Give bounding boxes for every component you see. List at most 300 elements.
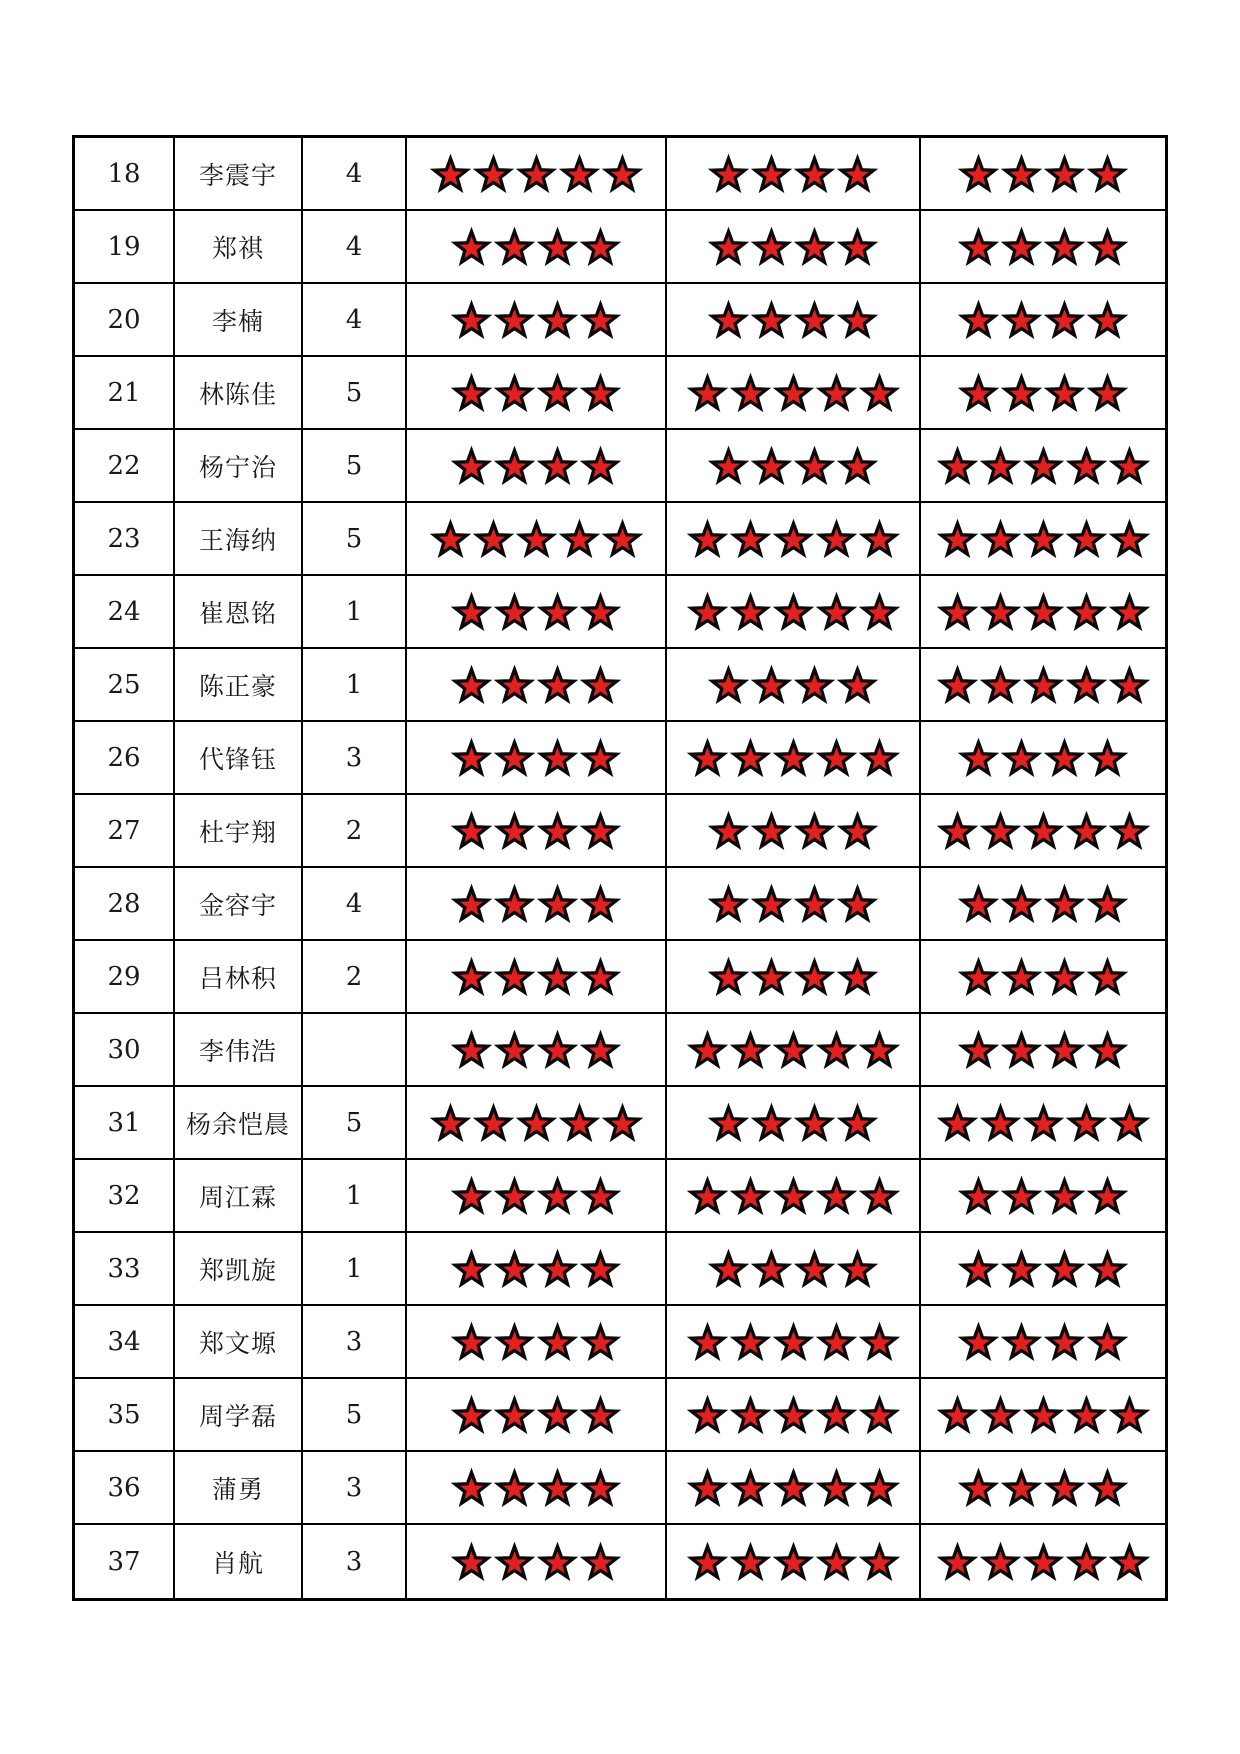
star-icon: [1003, 740, 1040, 776]
student-name-cell: 吕林积: [175, 941, 303, 1012]
star-icon: [732, 1032, 769, 1068]
star-icon: [710, 229, 747, 265]
star-icon: [710, 1251, 747, 1287]
student-name-cell: 代锋钰: [175, 722, 303, 793]
star-icon: [775, 1032, 812, 1068]
star-icon: [453, 229, 490, 265]
star-icon: [496, 448, 533, 484]
star-rating-cell-3: [921, 868, 1165, 939]
star-icon: [732, 1544, 769, 1580]
star-rating-cell-3: [921, 576, 1165, 647]
star-icon: [453, 1324, 490, 1360]
star-icon: [982, 594, 1019, 630]
star-icon: [1089, 886, 1126, 922]
star-icon: [839, 959, 876, 995]
star-icon: [453, 886, 490, 922]
star-icon: [496, 886, 533, 922]
row-number-cell: 33: [75, 1233, 175, 1304]
star-rating-cell-2: [667, 795, 921, 866]
star-icon: [496, 667, 533, 703]
student-name-cell: 郑文塬: [175, 1306, 303, 1377]
star-rating-cell-2: [667, 211, 921, 282]
star-icon: [1003, 1470, 1040, 1506]
student-name-cell: 杨余恺晨: [175, 1087, 303, 1158]
star-icon: [732, 740, 769, 776]
table-row: [75, 649, 1165, 722]
star-icon: [960, 229, 997, 265]
star-icon: [796, 448, 833, 484]
row-number-cell: 21: [75, 357, 175, 428]
star-icon: [582, 667, 619, 703]
value-cell: 4: [303, 211, 407, 282]
table-row: [75, 1233, 1165, 1306]
table-row: [75, 1379, 1165, 1452]
star-rating-cell-1: [407, 357, 667, 428]
star-icon: [539, 1470, 576, 1506]
star-rating-cell-2: [667, 1452, 921, 1523]
star-icon: [710, 448, 747, 484]
table-row: [75, 357, 1165, 430]
star-icon: [939, 1397, 976, 1433]
star-icon: [689, 740, 726, 776]
star-icon: [732, 1470, 769, 1506]
star-icon: [496, 1032, 533, 1068]
star-icon: [861, 594, 898, 630]
value-cell: 3: [303, 722, 407, 793]
star-icon: [582, 813, 619, 849]
value-cell: 3: [303, 1525, 407, 1598]
star-rating-cell-3: [921, 1525, 1165, 1598]
star-icon: [496, 1324, 533, 1360]
star-icon: [453, 740, 490, 776]
star-rating-cell-3: [921, 722, 1165, 793]
star-icon: [1025, 813, 1062, 849]
star-icon: [1046, 1032, 1083, 1068]
star-icon: [582, 1032, 619, 1068]
row-number-cell: 37: [75, 1525, 175, 1598]
table-row: [75, 211, 1165, 284]
star-icon: [939, 813, 976, 849]
star-icon: [582, 740, 619, 776]
star-icon: [1046, 1251, 1083, 1287]
star-icon: [775, 1397, 812, 1433]
star-rating-cell-1: [407, 722, 667, 793]
star-icon: [496, 740, 533, 776]
star-icon: [1111, 1544, 1148, 1580]
table-row: [75, 576, 1165, 649]
star-icon: [432, 1105, 469, 1141]
star-icon: [839, 886, 876, 922]
star-rating-cell-3: [921, 430, 1165, 501]
student-name-cell: 杨宁治: [175, 430, 303, 501]
star-icon: [475, 1105, 512, 1141]
star-rating-cell-3: [921, 357, 1165, 428]
star-icon: [1068, 813, 1105, 849]
star-icon: [960, 959, 997, 995]
star-icon: [1003, 886, 1040, 922]
star-icon: [453, 1544, 490, 1580]
row-number-cell: 32: [75, 1160, 175, 1231]
table-row: [75, 795, 1165, 868]
star-icon: [453, 448, 490, 484]
student-name-cell: 蒲勇: [175, 1452, 303, 1523]
star-icon: [582, 375, 619, 411]
star-icon: [496, 375, 533, 411]
student-name-cell: 郑祺: [175, 211, 303, 282]
star-icon: [539, 1324, 576, 1360]
star-icon: [1111, 667, 1148, 703]
row-number-cell: 25: [75, 649, 175, 720]
table-row: [75, 138, 1165, 211]
star-icon: [539, 375, 576, 411]
star-rating-cell-2: [667, 357, 921, 428]
star-icon: [475, 521, 512, 557]
star-rating-cell-1: [407, 1014, 667, 1085]
star-rating-cell-2: [667, 1525, 921, 1598]
star-rating-cell-1: [407, 430, 667, 501]
star-icon: [582, 229, 619, 265]
star-icon: [582, 1544, 619, 1580]
star-rating-cell-3: [921, 503, 1165, 574]
star-rating-cell-1: [407, 138, 667, 209]
student-name-cell: 林陈佳: [175, 357, 303, 428]
star-icon: [775, 740, 812, 776]
row-number-cell: 20: [75, 284, 175, 355]
star-icon: [775, 594, 812, 630]
star-icon: [1025, 594, 1062, 630]
star-icon: [1025, 1544, 1062, 1580]
value-cell: 1: [303, 576, 407, 647]
star-rating-cell-3: [921, 1014, 1165, 1085]
table-row: [75, 1087, 1165, 1160]
star-icon: [453, 1470, 490, 1506]
value-cell: 5: [303, 503, 407, 574]
star-icon: [861, 1397, 898, 1433]
star-icon: [1003, 1324, 1040, 1360]
star-icon: [796, 229, 833, 265]
star-icon: [1089, 229, 1126, 265]
star-icon: [861, 375, 898, 411]
star-icon: [539, 1032, 576, 1068]
student-name-cell: 李楠: [175, 284, 303, 355]
star-icon: [1046, 156, 1083, 192]
star-icon: [539, 1178, 576, 1214]
star-icon: [582, 302, 619, 338]
star-rating-cell-2: [667, 284, 921, 355]
star-icon: [496, 959, 533, 995]
star-icon: [1068, 1105, 1105, 1141]
star-icon: [753, 813, 790, 849]
star-icon: [496, 302, 533, 338]
student-name-cell: 陈正豪: [175, 649, 303, 720]
value-cell: 2: [303, 795, 407, 866]
star-icon: [582, 1470, 619, 1506]
star-icon: [496, 813, 533, 849]
star-icon: [1068, 448, 1105, 484]
star-rating-cell-3: [921, 1233, 1165, 1304]
star-icon: [753, 1251, 790, 1287]
star-icon: [839, 448, 876, 484]
student-name-cell: 金容宇: [175, 868, 303, 939]
row-number-cell: 31: [75, 1087, 175, 1158]
star-icon: [539, 667, 576, 703]
star-icon: [839, 302, 876, 338]
star-rating-cell-1: [407, 868, 667, 939]
star-icon: [1068, 667, 1105, 703]
star-icon: [818, 1544, 855, 1580]
star-rating-cell-2: [667, 1160, 921, 1231]
star-icon: [939, 1544, 976, 1580]
star-icon: [732, 594, 769, 630]
star-rating-cell-2: [667, 722, 921, 793]
value-cell: 4: [303, 284, 407, 355]
star-icon: [453, 302, 490, 338]
value-cell: 1: [303, 649, 407, 720]
star-icon: [861, 740, 898, 776]
star-icon: [753, 959, 790, 995]
student-name-cell: 郑凯旋: [175, 1233, 303, 1304]
star-icon: [753, 1105, 790, 1141]
value-cell: 1: [303, 1160, 407, 1231]
star-icon: [1046, 1178, 1083, 1214]
star-icon: [796, 302, 833, 338]
star-icon: [539, 1397, 576, 1433]
star-rating-cell-3: [921, 1452, 1165, 1523]
star-icon: [775, 1470, 812, 1506]
star-icon: [1111, 813, 1148, 849]
star-icon: [710, 813, 747, 849]
star-icon: [960, 302, 997, 338]
star-icon: [1068, 521, 1105, 557]
star-icon: [753, 667, 790, 703]
star-rating-cell-2: [667, 503, 921, 574]
star-icon: [453, 813, 490, 849]
star-icon: [710, 302, 747, 338]
star-icon: [753, 156, 790, 192]
star-icon: [960, 375, 997, 411]
star-icon: [753, 886, 790, 922]
star-icon: [710, 886, 747, 922]
star-icon: [939, 448, 976, 484]
star-icon: [939, 1105, 976, 1141]
table-row: [75, 941, 1165, 1014]
star-rating-cell-1: [407, 1525, 667, 1598]
star-icon: [689, 521, 726, 557]
star-icon: [1003, 229, 1040, 265]
star-rating-cell-1: [407, 1452, 667, 1523]
star-icon: [818, 594, 855, 630]
star-icon: [839, 667, 876, 703]
star-icon: [582, 959, 619, 995]
star-rating-cell-3: [921, 1087, 1165, 1158]
value-cell: [303, 1014, 407, 1085]
star-rating-cell-2: [667, 941, 921, 1012]
star-icon: [582, 1324, 619, 1360]
value-cell: 5: [303, 1379, 407, 1450]
star-icon: [753, 448, 790, 484]
student-name-cell: 周江霖: [175, 1160, 303, 1231]
star-icon: [1089, 1470, 1126, 1506]
star-icon: [539, 302, 576, 338]
star-rating-cell-2: [667, 1306, 921, 1377]
star-rating-cell-3: [921, 211, 1165, 282]
star-icon: [1068, 1544, 1105, 1580]
star-icon: [432, 156, 469, 192]
star-icon: [496, 594, 533, 630]
row-number-cell: 36: [75, 1452, 175, 1523]
star-icon: [1046, 886, 1083, 922]
table-row: [75, 1160, 1165, 1233]
star-icon: [496, 1251, 533, 1287]
star-icon: [453, 1032, 490, 1068]
star-icon: [1046, 302, 1083, 338]
row-number-cell: 27: [75, 795, 175, 866]
star-icon: [539, 1544, 576, 1580]
star-icon: [604, 156, 641, 192]
star-icon: [818, 1324, 855, 1360]
star-icon: [1089, 1251, 1126, 1287]
star-icon: [732, 1178, 769, 1214]
star-icon: [732, 1397, 769, 1433]
star-icon: [796, 667, 833, 703]
star-icon: [861, 1178, 898, 1214]
star-icon: [1046, 375, 1083, 411]
star-icon: [539, 1251, 576, 1287]
value-cell: 5: [303, 430, 407, 501]
star-icon: [861, 1544, 898, 1580]
star-icon: [1046, 1470, 1083, 1506]
star-icon: [796, 156, 833, 192]
star-icon: [539, 886, 576, 922]
star-icon: [818, 740, 855, 776]
star-rating-cell-1: [407, 503, 667, 574]
table-row: [75, 1306, 1165, 1379]
star-icon: [839, 156, 876, 192]
star-icon: [496, 1470, 533, 1506]
star-rating-cell-1: [407, 1160, 667, 1231]
star-icon: [839, 1251, 876, 1287]
star-icon: [582, 1178, 619, 1214]
row-number-cell: 34: [75, 1306, 175, 1377]
star-icon: [818, 375, 855, 411]
star-icon: [775, 1178, 812, 1214]
star-icon: [960, 886, 997, 922]
star-icon: [1089, 740, 1126, 776]
star-icon: [1089, 375, 1126, 411]
star-rating-cell-1: [407, 795, 667, 866]
star-icon: [818, 1178, 855, 1214]
star-icon: [453, 1397, 490, 1433]
star-icon: [775, 521, 812, 557]
star-icon: [453, 667, 490, 703]
star-icon: [1089, 1178, 1126, 1214]
star-icon: [732, 375, 769, 411]
star-rating-cell-1: [407, 941, 667, 1012]
star-rating-cell-1: [407, 284, 667, 355]
star-icon: [982, 448, 1019, 484]
value-cell: 4: [303, 868, 407, 939]
star-icon: [1003, 156, 1040, 192]
star-icon: [982, 813, 1019, 849]
star-icon: [496, 1397, 533, 1433]
star-icon: [453, 959, 490, 995]
star-icon: [1025, 1105, 1062, 1141]
star-rating-cell-2: [667, 576, 921, 647]
row-number-cell: 29: [75, 941, 175, 1012]
star-icon: [1046, 959, 1083, 995]
value-cell: 4: [303, 138, 407, 209]
row-number-cell: 30: [75, 1014, 175, 1085]
student-name-cell: 周学磊: [175, 1379, 303, 1450]
star-icon: [582, 1251, 619, 1287]
star-icon: [539, 959, 576, 995]
row-number-cell: 35: [75, 1379, 175, 1450]
star-icon: [939, 521, 976, 557]
star-icon: [1025, 1397, 1062, 1433]
star-icon: [561, 156, 598, 192]
star-icon: [982, 521, 1019, 557]
table-row: [75, 430, 1165, 503]
star-icon: [432, 521, 469, 557]
star-icon: [982, 1397, 1019, 1433]
star-rating-cell-1: [407, 576, 667, 647]
star-icon: [689, 375, 726, 411]
star-icon: [939, 667, 976, 703]
star-icon: [861, 521, 898, 557]
star-icon: [496, 229, 533, 265]
star-rating-cell-3: [921, 1306, 1165, 1377]
student-name-cell: 李震宇: [175, 138, 303, 209]
star-icon: [839, 1105, 876, 1141]
star-icon: [1089, 1324, 1126, 1360]
star-icon: [1046, 229, 1083, 265]
star-rating-cell-3: [921, 284, 1165, 355]
star-icon: [582, 594, 619, 630]
star-icon: [1068, 594, 1105, 630]
star-icon: [1111, 448, 1148, 484]
star-icon: [518, 1105, 555, 1141]
star-icon: [818, 521, 855, 557]
star-icon: [960, 1470, 997, 1506]
star-icon: [1111, 594, 1148, 630]
star-icon: [982, 667, 1019, 703]
value-cell: 3: [303, 1306, 407, 1377]
value-cell: 2: [303, 941, 407, 1012]
star-icon: [453, 1251, 490, 1287]
star-icon: [960, 1032, 997, 1068]
star-icon: [539, 813, 576, 849]
star-rating-cell-2: [667, 868, 921, 939]
star-icon: [818, 1397, 855, 1433]
star-icon: [604, 1105, 641, 1141]
star-icon: [818, 1032, 855, 1068]
star-icon: [753, 302, 790, 338]
table-row: [75, 868, 1165, 941]
table-row: [75, 1452, 1165, 1525]
table-row: [75, 722, 1165, 795]
star-rating-cell-2: [667, 649, 921, 720]
star-icon: [689, 1324, 726, 1360]
star-icon: [689, 1470, 726, 1506]
star-icon: [582, 448, 619, 484]
star-icon: [960, 740, 997, 776]
table-row: [75, 284, 1165, 357]
star-icon: [861, 1324, 898, 1360]
star-icon: [539, 229, 576, 265]
star-rating-cell-2: [667, 1379, 921, 1450]
student-name-cell: 杜宇翔: [175, 795, 303, 866]
star-icon: [775, 1544, 812, 1580]
